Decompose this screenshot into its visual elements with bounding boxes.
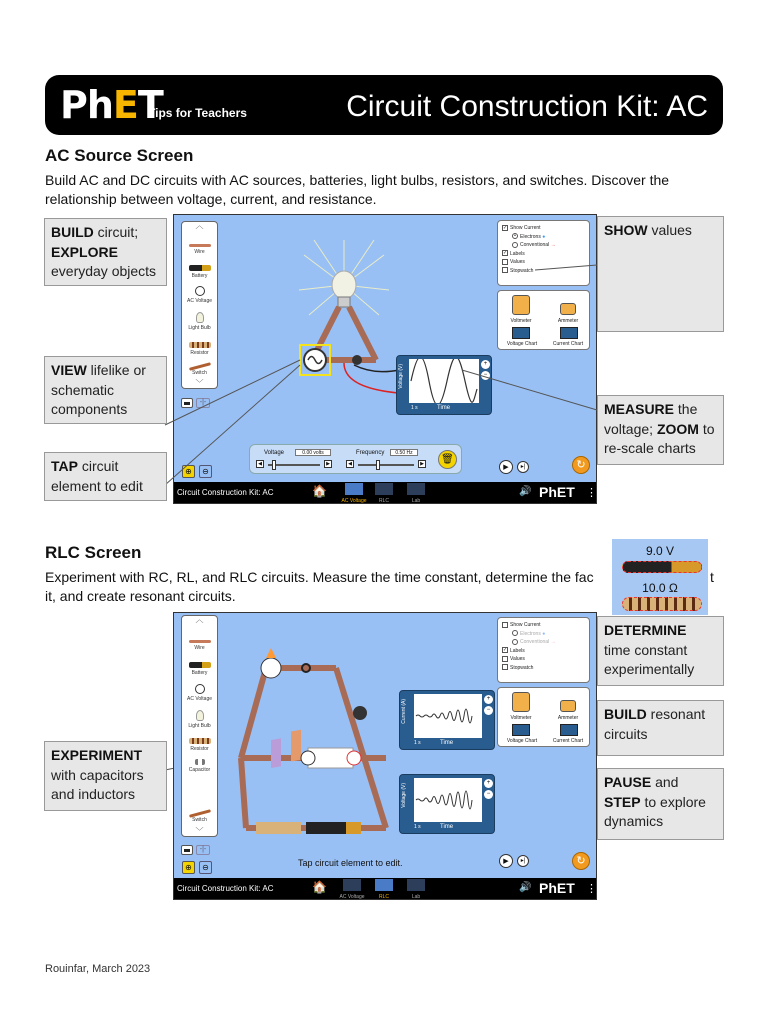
zoom-in-icon[interactable]: ⊕ bbox=[182, 465, 195, 478]
scroll-down-icon[interactable]: ﹀ bbox=[195, 379, 204, 388]
toolbox-item-light-bulb[interactable]: Light Bulb bbox=[182, 710, 217, 729]
zoom-out-icon[interactable]: − bbox=[484, 790, 493, 799]
voltage-value: 0.00 volts bbox=[295, 449, 331, 456]
voltage-label: Voltage bbox=[264, 450, 285, 456]
zoom-in-icon[interactable]: + bbox=[484, 695, 493, 704]
rlc-circuit-diagram[interactable] bbox=[226, 643, 406, 843]
voltage-decrease-button[interactable]: ◀ bbox=[256, 460, 264, 468]
values-checkbox[interactable]: Values bbox=[502, 258, 585, 267]
ammeter-icon[interactable] bbox=[560, 700, 576, 712]
sim-nav-bar bbox=[174, 878, 596, 899]
chart-xlabel: Time bbox=[440, 740, 454, 746]
toolbox-item-wire[interactable]: Wire bbox=[182, 640, 217, 651]
callout-measure: MEASURE the voltage; ZOOM to re-scale charts bbox=[597, 395, 724, 465]
trash-icon[interactable]: 🗑 bbox=[438, 450, 457, 469]
zoom-out-icon[interactable]: − bbox=[481, 371, 490, 380]
nav-tab-ac-voltage[interactable]: AC Voltage bbox=[340, 482, 368, 503]
voltmeter-label: Voltmeter bbox=[510, 318, 532, 324]
zoom-in-icon[interactable]: + bbox=[481, 360, 490, 369]
chart-scale: 1 s bbox=[414, 824, 421, 830]
voltmeter-label: Voltmeter bbox=[510, 715, 532, 721]
sound-icon[interactable]: 🔊 bbox=[519, 882, 532, 893]
measurement-tools-panel bbox=[497, 687, 590, 747]
nav-tab-ac-voltage[interactable]: AC Voltage bbox=[336, 878, 368, 899]
schematic-view-toggle[interactable]: -|- bbox=[196, 398, 210, 408]
lifelike-view-toggle[interactable] bbox=[181, 845, 193, 855]
callout-view: VIEW lifelike or schematic components bbox=[44, 356, 167, 424]
chart-ylabel: Current (A) bbox=[401, 699, 407, 724]
zoom-in-icon[interactable]: ⊕ bbox=[182, 861, 195, 874]
toolbox-item-ac-voltage[interactable]: AC Voltage bbox=[182, 684, 217, 702]
play-button[interactable]: ▶ bbox=[499, 854, 513, 868]
step-button[interactable]: ▸| bbox=[517, 461, 529, 473]
play-button[interactable]: ▶ bbox=[499, 460, 513, 474]
nav-tab-rlc[interactable]: RLC bbox=[372, 482, 396, 503]
ac-description: Build AC and DC circuits with AC sources, batteries, light bulbs, resistors, and switches. Discover the relationship between voltage, current, and resistance. bbox=[45, 172, 670, 207]
scroll-up-icon[interactable]: ︿ bbox=[195, 221, 204, 230]
stopwatch-checkbox[interactable]: Stopwatch bbox=[502, 664, 585, 673]
scroll-down-icon[interactable]: ﹀ bbox=[195, 827, 204, 836]
resistor-graphic bbox=[622, 597, 702, 611]
toolbox-item-resistor[interactable]: Resistor bbox=[182, 342, 217, 356]
schematic-view-toggle[interactable]: -|- bbox=[196, 845, 210, 855]
chart-xlabel: Time bbox=[440, 824, 454, 830]
nav-tab-lab[interactable]: Lab bbox=[404, 878, 428, 899]
callout-experiment: EXPERIMENT with capacitors and inductors bbox=[44, 741, 167, 811]
chart-plot bbox=[414, 694, 482, 738]
menu-icon[interactable]: ⋮ bbox=[586, 883, 597, 895]
rlc-heading: RLC Screen bbox=[45, 543, 142, 562]
display-options-panel bbox=[497, 617, 590, 683]
nav-tab-rlc[interactable]: RLC bbox=[372, 878, 396, 899]
ammeter-label: Ammeter bbox=[557, 715, 579, 721]
frequency-decrease-button[interactable]: ◀ bbox=[346, 460, 354, 468]
nav-tab-lab[interactable]: Lab bbox=[404, 482, 428, 503]
battery-graphic bbox=[622, 561, 702, 573]
voltage-chart-label: Voltage Chart bbox=[506, 738, 538, 744]
zoom-out-icon[interactable]: ⊖ bbox=[199, 465, 212, 478]
step-button[interactable]: ▸| bbox=[517, 855, 529, 867]
toolbox-item-light-bulb[interactable]: Light Bulb bbox=[182, 312, 217, 331]
phet-menu-logo[interactable]: PhET bbox=[539, 484, 575, 500]
chart-ylabel: Voltage (V) bbox=[401, 783, 407, 808]
phet-logo: PhET bbox=[60, 83, 163, 127]
frequency-label: Frequency bbox=[356, 450, 385, 456]
reset-all-icon[interactable]: ↻ bbox=[572, 852, 590, 870]
toolbox-item-battery[interactable]: Battery bbox=[182, 265, 217, 279]
tap-hint: Tap circuit element to edit. bbox=[298, 858, 403, 868]
frequency-increase-button[interactable]: ▶ bbox=[418, 460, 426, 468]
conventional-radio[interactable]: Conventional → bbox=[502, 638, 585, 647]
stopwatch-checkbox[interactable]: Stopwatch bbox=[502, 267, 585, 276]
nav-title: Circuit Construction Kit: AC bbox=[177, 488, 274, 497]
reset-all-icon[interactable]: ↻ bbox=[572, 456, 590, 474]
home-icon[interactable]: 🏠 bbox=[312, 484, 327, 498]
callout-pause-step: PAUSE and STEP to explore dynamics bbox=[597, 768, 724, 840]
chart-scale: 1 s bbox=[411, 405, 418, 411]
conventional-radio[interactable]: Conventional → bbox=[502, 241, 585, 250]
menu-icon[interactable]: ⋮ bbox=[586, 487, 597, 499]
values-checkbox[interactable]: Values bbox=[502, 655, 585, 664]
show-current-checkbox[interactable]: ✓ Show Current bbox=[503, 224, 541, 231]
voltage-increase-button[interactable]: ▶ bbox=[324, 460, 332, 468]
zoom-out-icon[interactable]: ⊖ bbox=[199, 861, 212, 874]
component-toolbox bbox=[181, 615, 218, 837]
frequency-value: 0.50 Hz bbox=[390, 449, 418, 456]
chart-xlabel: Time bbox=[437, 405, 451, 411]
voltage-chart-label: Voltage Chart bbox=[506, 341, 538, 347]
footer-credit: Rouinfar, March 2023 bbox=[45, 963, 151, 975]
voltmeter-icon[interactable] bbox=[512, 692, 530, 712]
electrons-radio[interactable]: • Electrons ● bbox=[502, 233, 585, 242]
callout-build-resonant: BUILD resonant circuits bbox=[597, 700, 724, 756]
zoom-out-icon[interactable]: − bbox=[484, 706, 493, 715]
callout-build: BUILD circuit; EXPLORE everyday objects bbox=[44, 218, 167, 286]
voltage-chart-icon[interactable] bbox=[512, 724, 530, 736]
toolbox-item-wire[interactable]: Wire bbox=[182, 244, 217, 255]
callout-tap: TAP circuit element to edit bbox=[44, 452, 167, 501]
toolbox-item-resistor[interactable]: Resistor bbox=[182, 738, 217, 752]
home-icon[interactable]: 🏠 bbox=[312, 880, 327, 894]
battery-value: 9.0 V bbox=[645, 544, 675, 558]
voltage-chart[interactable] bbox=[399, 774, 495, 834]
phet-menu-logo[interactable]: PhET bbox=[539, 880, 575, 896]
page-title: Circuit Construction Kit: AC bbox=[346, 90, 708, 123]
sound-icon[interactable]: 🔊 bbox=[519, 486, 532, 497]
tagline: Tips for Teachers bbox=[148, 106, 247, 120]
callout-determine: DETERMINE time constant experimentally bbox=[597, 616, 724, 686]
show-current-checkbox[interactable]: Show Current bbox=[502, 621, 585, 630]
scroll-up-icon[interactable]: ︿ bbox=[195, 615, 204, 624]
toolbox-item-switch[interactable]: Switch bbox=[182, 365, 217, 376]
chart-ylabel: Voltage (V) bbox=[398, 364, 404, 389]
ac-heading: AC Source Screen bbox=[45, 146, 194, 165]
toolbox-item-battery[interactable]: Battery bbox=[182, 662, 217, 676]
rlc-sim-screenshot bbox=[173, 612, 597, 900]
chart-scale: 1 s bbox=[414, 740, 421, 746]
electrons-radio[interactable]: Electrons ● bbox=[502, 630, 585, 639]
zoom-in-icon[interactable]: + bbox=[484, 779, 493, 788]
toolbox-item-switch[interactable]: Switch bbox=[182, 812, 217, 823]
nav-title: Circuit Construction Kit: AC bbox=[177, 884, 274, 893]
chart-plot bbox=[414, 778, 482, 822]
battery-resistor-values-image bbox=[612, 539, 708, 615]
labels-checkbox[interactable]: ✓ Labels bbox=[503, 647, 525, 654]
rlc-description-tail: t bbox=[710, 569, 714, 585]
rlc-description-line2: it, and create resonant circuits. bbox=[45, 588, 236, 604]
rlc-description-line1: Experiment with RC, RL, and RLC circuits. Measure the time constant, determine the fac bbox=[45, 569, 594, 585]
toolbox-item-capacitor[interactable]: Capacitor bbox=[182, 759, 217, 773]
resistor-value: 10.0 Ω bbox=[642, 581, 678, 595]
ammeter-label: Ammeter bbox=[557, 318, 579, 324]
current-chart-label: Current Chart bbox=[552, 738, 584, 744]
current-chart-label: Current Chart bbox=[552, 341, 584, 347]
current-chart[interactable] bbox=[399, 690, 495, 750]
toolbox-item-ac-voltage[interactable]: AC Voltage bbox=[182, 286, 217, 304]
callout-show: SHOW values bbox=[597, 216, 724, 332]
current-chart-icon[interactable] bbox=[560, 724, 578, 736]
labels-checkbox[interactable]: ✓ Labels bbox=[503, 250, 525, 257]
